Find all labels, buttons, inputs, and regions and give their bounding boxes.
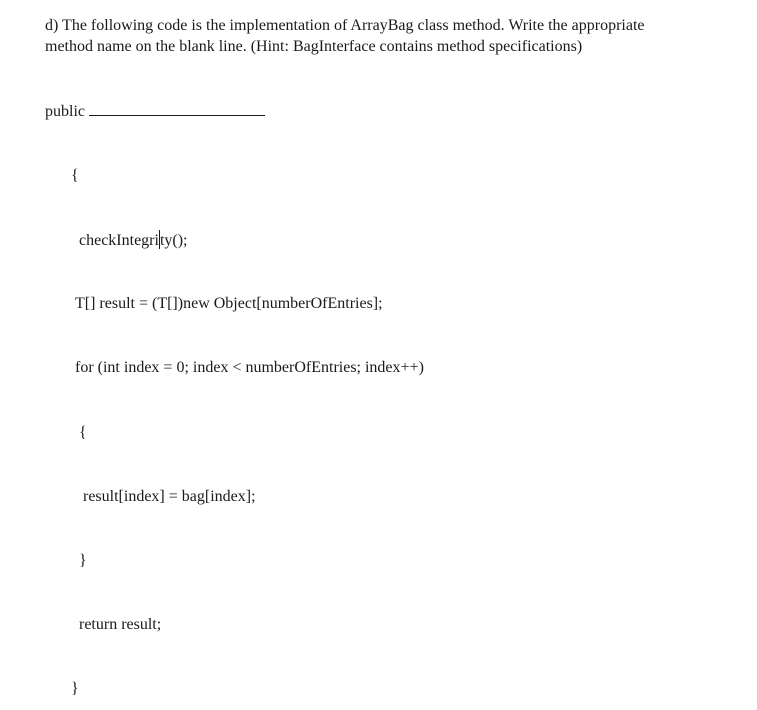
assignment-line: result[index] = bag[index]; — [83, 488, 256, 505]
question-line-2: method name on the blank line. (Hint: BagInterface contains method specifications) — [45, 38, 583, 55]
for-loop-line: for (int index = 0; index < numberOfEntries; index++) — [75, 359, 424, 376]
inner-close-brace: } — [79, 552, 87, 569]
public-keyword: public — [45, 103, 85, 120]
outer-close-brace: } — [71, 680, 79, 697]
method-signature — [45, 101, 265, 122]
result-declaration-line: T[] result = (T[])new Object[numberOfEntries]; — [75, 295, 383, 312]
check-integrity-line — [79, 230, 188, 251]
outer-open-brace: { — [71, 167, 79, 184]
return-line: return result; — [79, 616, 162, 633]
question-text — [45, 15, 645, 57]
check-integrity-text-end: ty(); — [159, 232, 188, 249]
method-name-blank[interactable] — [89, 101, 265, 116]
question-line-1: d) The following code is the implementation of ArrayBag class method. Write the appropriate — [45, 17, 645, 34]
check-integrity-text-start: checkIntegri — [79, 232, 159, 249]
inner-open-brace: { — [79, 424, 87, 441]
